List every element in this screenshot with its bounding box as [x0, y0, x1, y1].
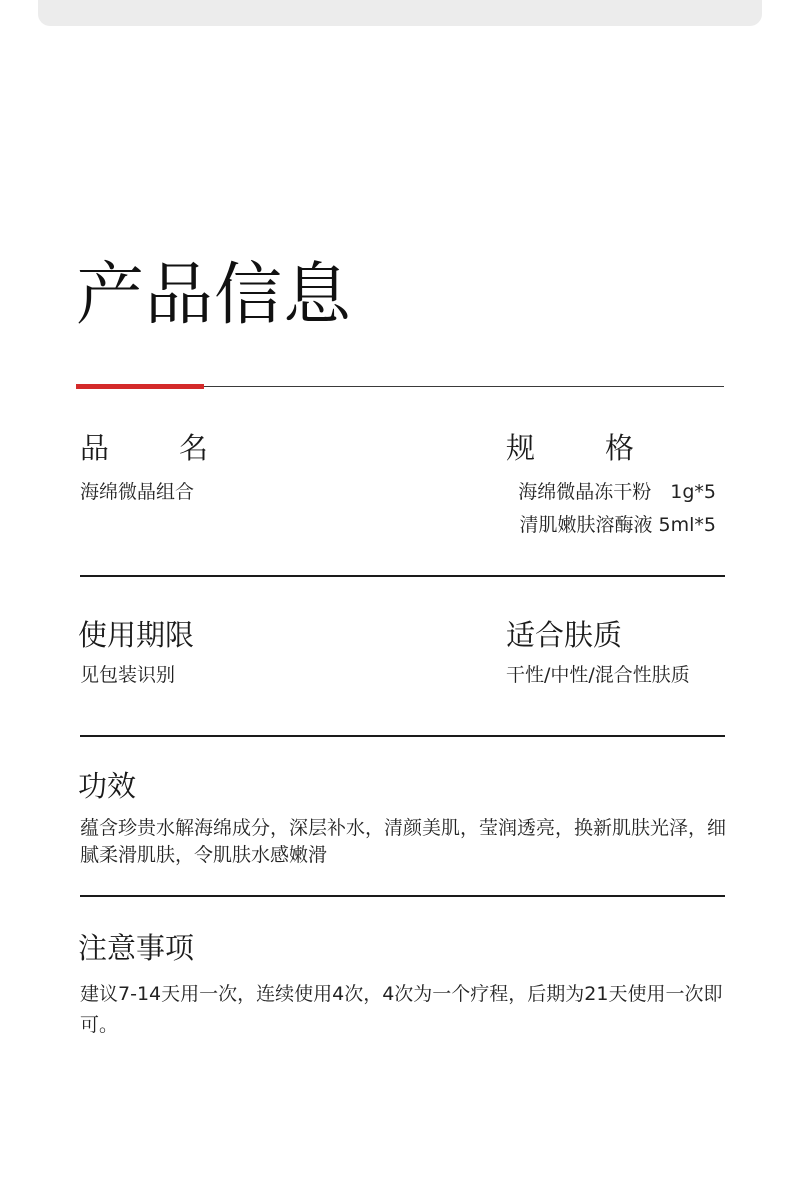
section-divider-2 [80, 735, 725, 737]
spec-label-char-1: 规 [506, 431, 536, 465]
product-name-value: 海绵微晶组合 [80, 481, 195, 503]
page-title: 产品信息 [76, 256, 353, 335]
efficacy-label: 功效 [78, 769, 137, 803]
shelf-life-value: 见包装识别 [80, 664, 176, 686]
section-divider-3 [80, 895, 725, 897]
notes-value: 建议7-14天用一次，连续使用4次，4次为一个疗程，后期为21天使用一次即可。 [80, 983, 723, 1036]
notes-label: 注意事项 [78, 931, 195, 965]
spec-item-1: 海绵微晶冻干粉 1g*5 [518, 481, 716, 503]
product-name-label-char-1: 品 [80, 431, 110, 465]
title-accent-bar [76, 384, 204, 389]
skin-type-label: 适合肤质 [506, 618, 623, 652]
spec-item-2: 清肌嫩肤溶酶液 5ml*5 [519, 514, 716, 536]
skin-type-value: 干性/中性/混合性肤质 [506, 664, 690, 686]
top-banner-edge [38, 0, 762, 26]
spec-label-char-2: 格 [604, 431, 634, 465]
section-divider-1 [80, 575, 725, 577]
efficacy-value: 蕴含珍贵水解海绵成分，深层补水，清颜美肌，莹润透亮，换新肌肤光泽，细腻柔滑肌肤，令肌肤水感嫩滑 [80, 817, 727, 866]
spec-label [506, 430, 634, 466]
shelf-life-label: 使用期限 [78, 618, 195, 652]
product-name-label [80, 430, 208, 466]
product-name-label-char-2: 名 [178, 431, 208, 465]
